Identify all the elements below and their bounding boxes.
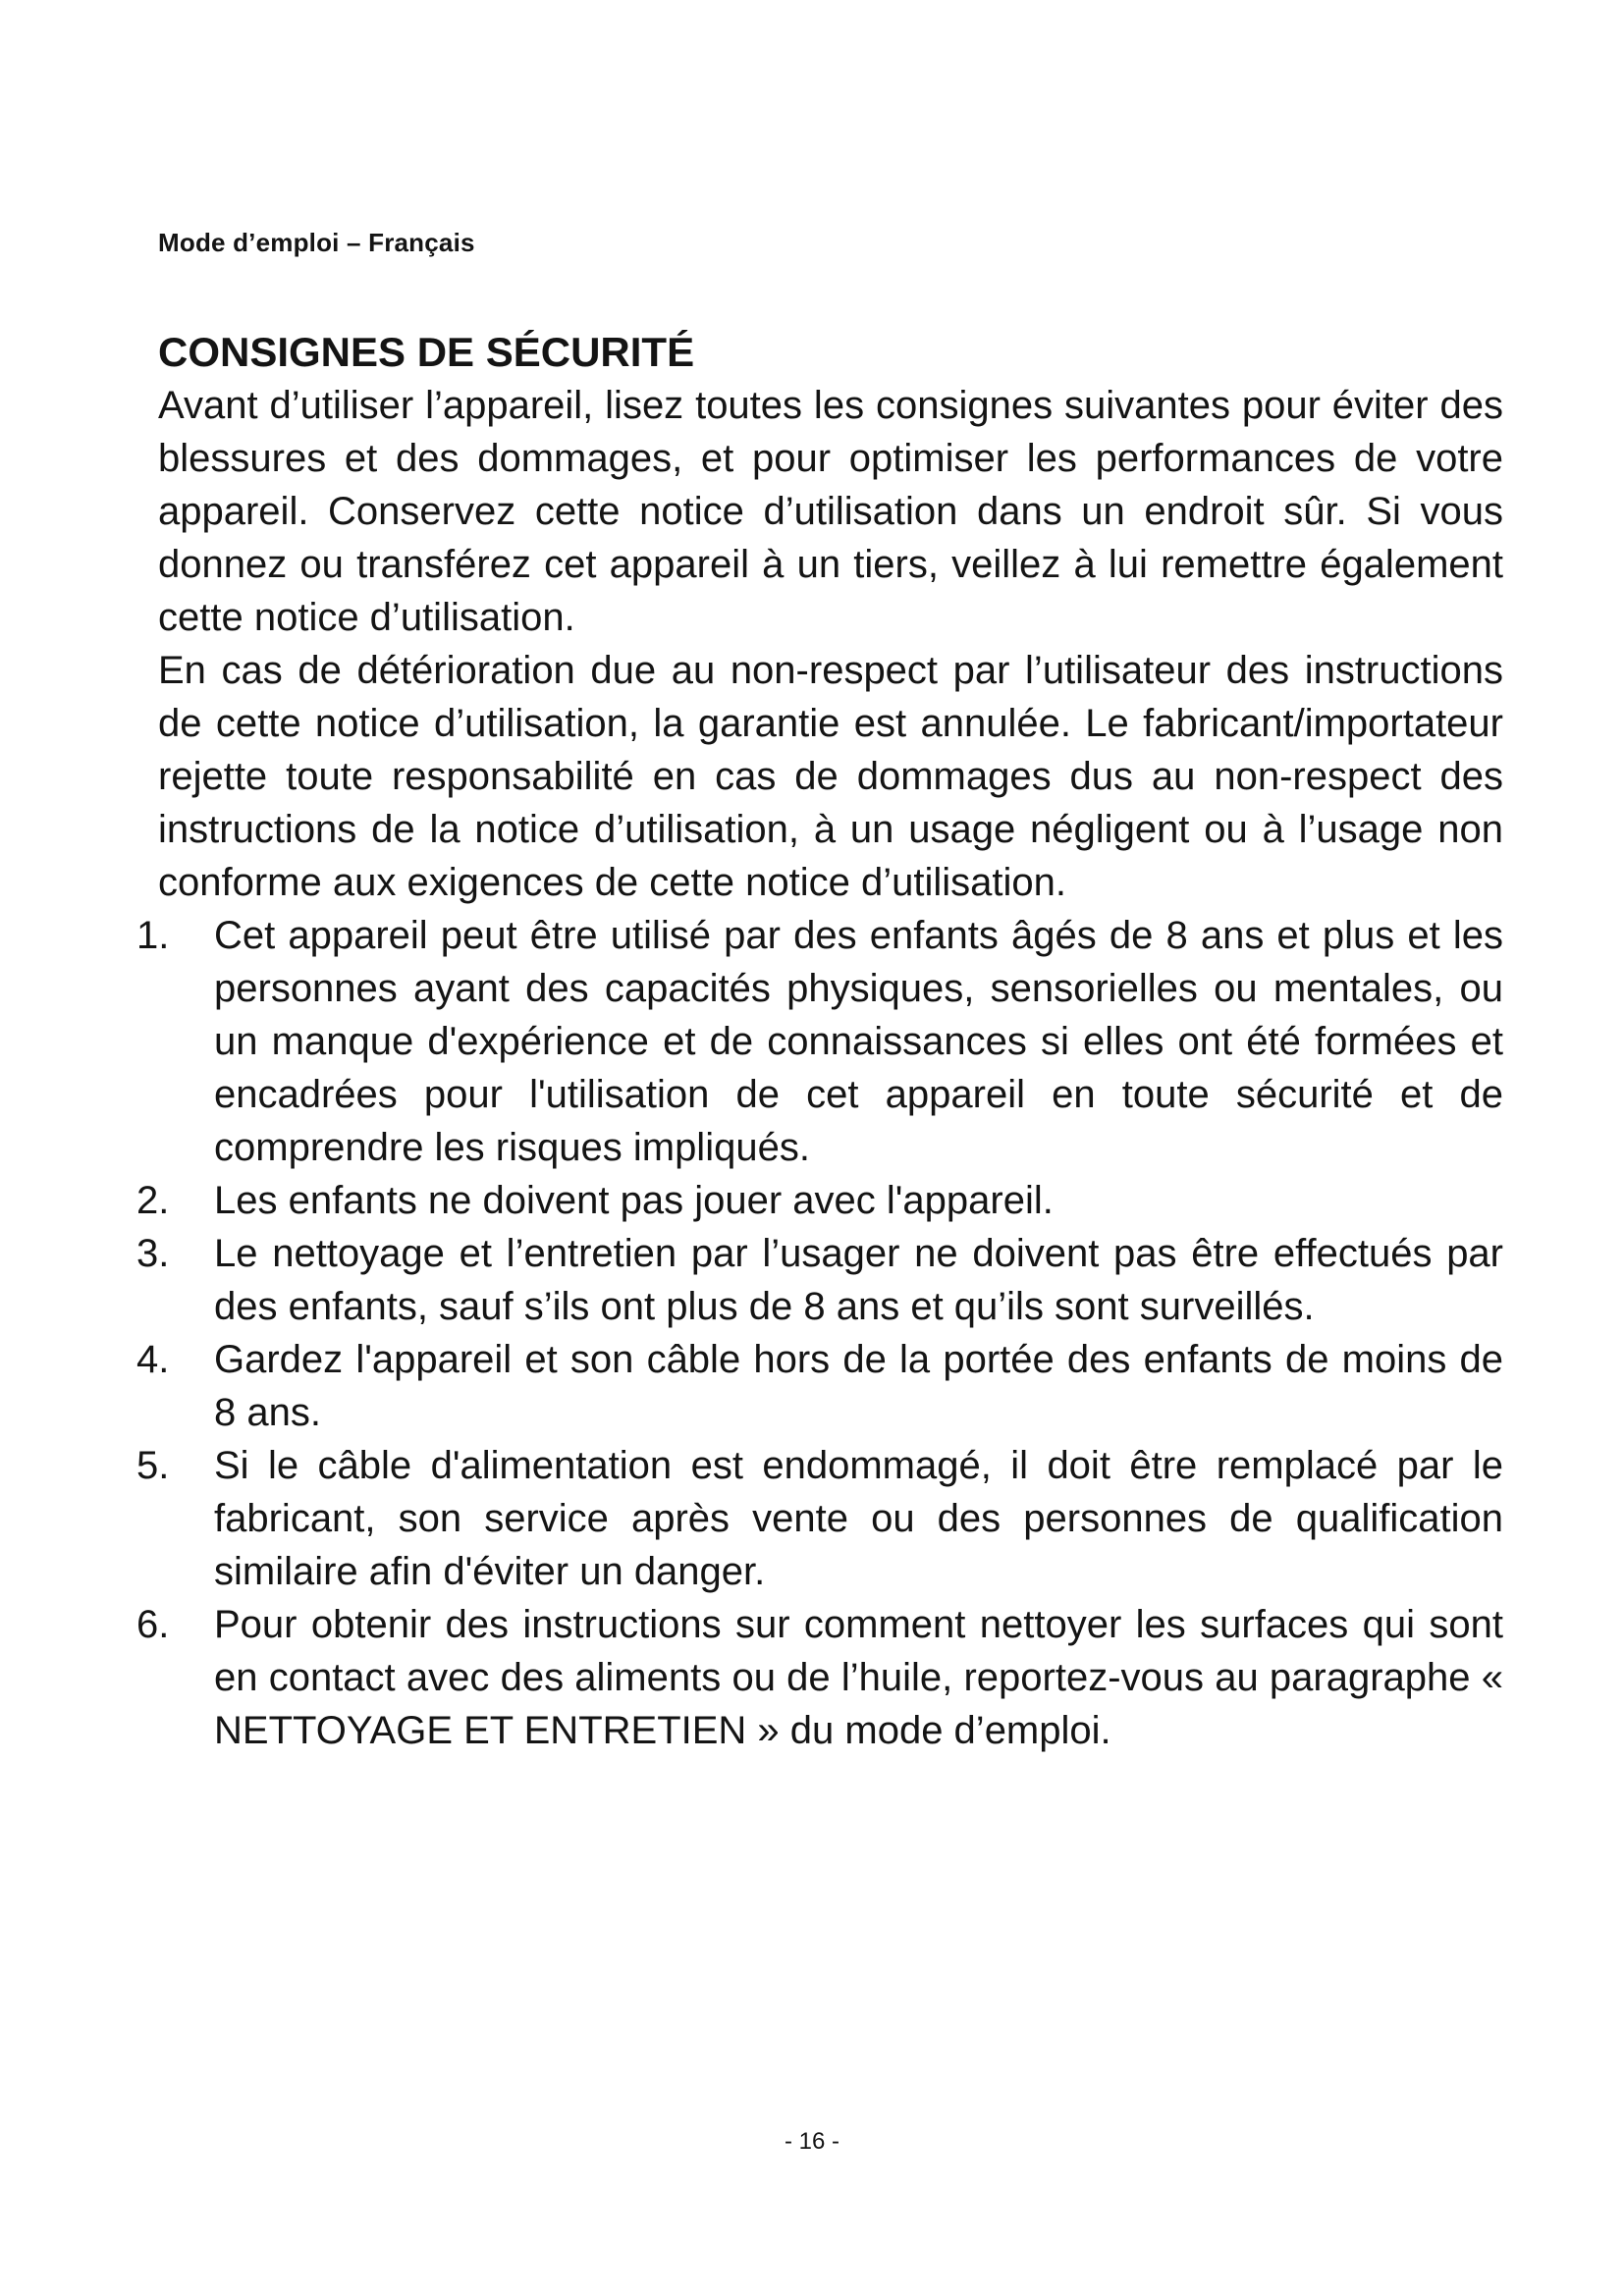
list-item-number: 3. [136,1232,170,1275]
list-item [136,909,1503,1174]
list-item-number: 4. [136,1338,170,1381]
page-number: - 16 - [784,2128,839,2155]
list-item-number: 6. [136,1603,170,1646]
list-item-text: Les enfants ne doivent pas jouer avec l'appareil. [214,1179,1054,1222]
safety-list [136,909,1503,1757]
intro-paragraph: Avant d’utiliser l’appareil, lisez toutes les consignes suivantes pour éviter des blessures et des dommages, et pour optimiser les performances de votre appareil. Conservez cette notice d’utilisation dans un endroit sûr. Si vous donnez ou transférez cet appareil à un tiers, veillez à lui remettre également cette notice d’utilisation. [158,384,1503,639]
list-item [136,1439,1503,1598]
section-title: CONSIGNES DE SÉCURITÉ [158,329,695,375]
list-item-number: 5. [136,1444,170,1487]
safety-section [136,326,1503,1757]
list-item [136,1333,1503,1439]
list-item-text: Si le câble d'alimentation est endommagé, il doit être remplacé par le fabricant, son service après vente ou des personnes de qualification similaire afin d'éviter un danger. [214,1444,1503,1593]
warranty-paragraph: En cas de détérioration due au non-respect par l’utilisateur des instructions de cette notice d’utilisation, la garantie est annulée. Le fabricant/importateur rejette toute responsabilité en cas de dommages dus au non-respect des instructions de la notice d’utilisation, à un usage négligent ou à l’usage non conforme aux exigences de cette notice d’utilisation. [158,649,1503,904]
list-item-text: Pour obtenir des instructions sur comment nettoyer les surfaces qui sont en contact avec des aliments ou de l’huile, reportez-vous au paragraphe « NETTOYAGE ET ENTRETIEN » du mode d’emploi. [214,1603,1503,1752]
list-item [136,1598,1503,1757]
list-item-number: 1. [136,914,170,957]
list-item-number: 2. [136,1179,170,1222]
list-item-text: Cet appareil peut être utilisé par des enfants âgés de 8 ans et plus et les personnes ayant des capacités physiques, sensorielles ou mentales, ou un manque d'expérience et de connaissances si elles ont été formées et encadrées pour l'utilisation de cet appareil en toute sécurité et de comprendre les risques impliqués. [214,914,1503,1169]
list-item-text: Gardez l'appareil et son câble hors de la portée des enfants de moins de 8 ans. [214,1338,1503,1434]
list-item [136,1227,1503,1333]
list-item-text: Le nettoyage et l’entretien par l’usager ne doivent pas être effectués par des enfants, sauf s’ils ont plus de 8 ans et qu’ils sont surveillés. [214,1232,1503,1328]
page-header: Mode d’emploi – Français [158,228,475,257]
list-item [136,1174,1503,1227]
